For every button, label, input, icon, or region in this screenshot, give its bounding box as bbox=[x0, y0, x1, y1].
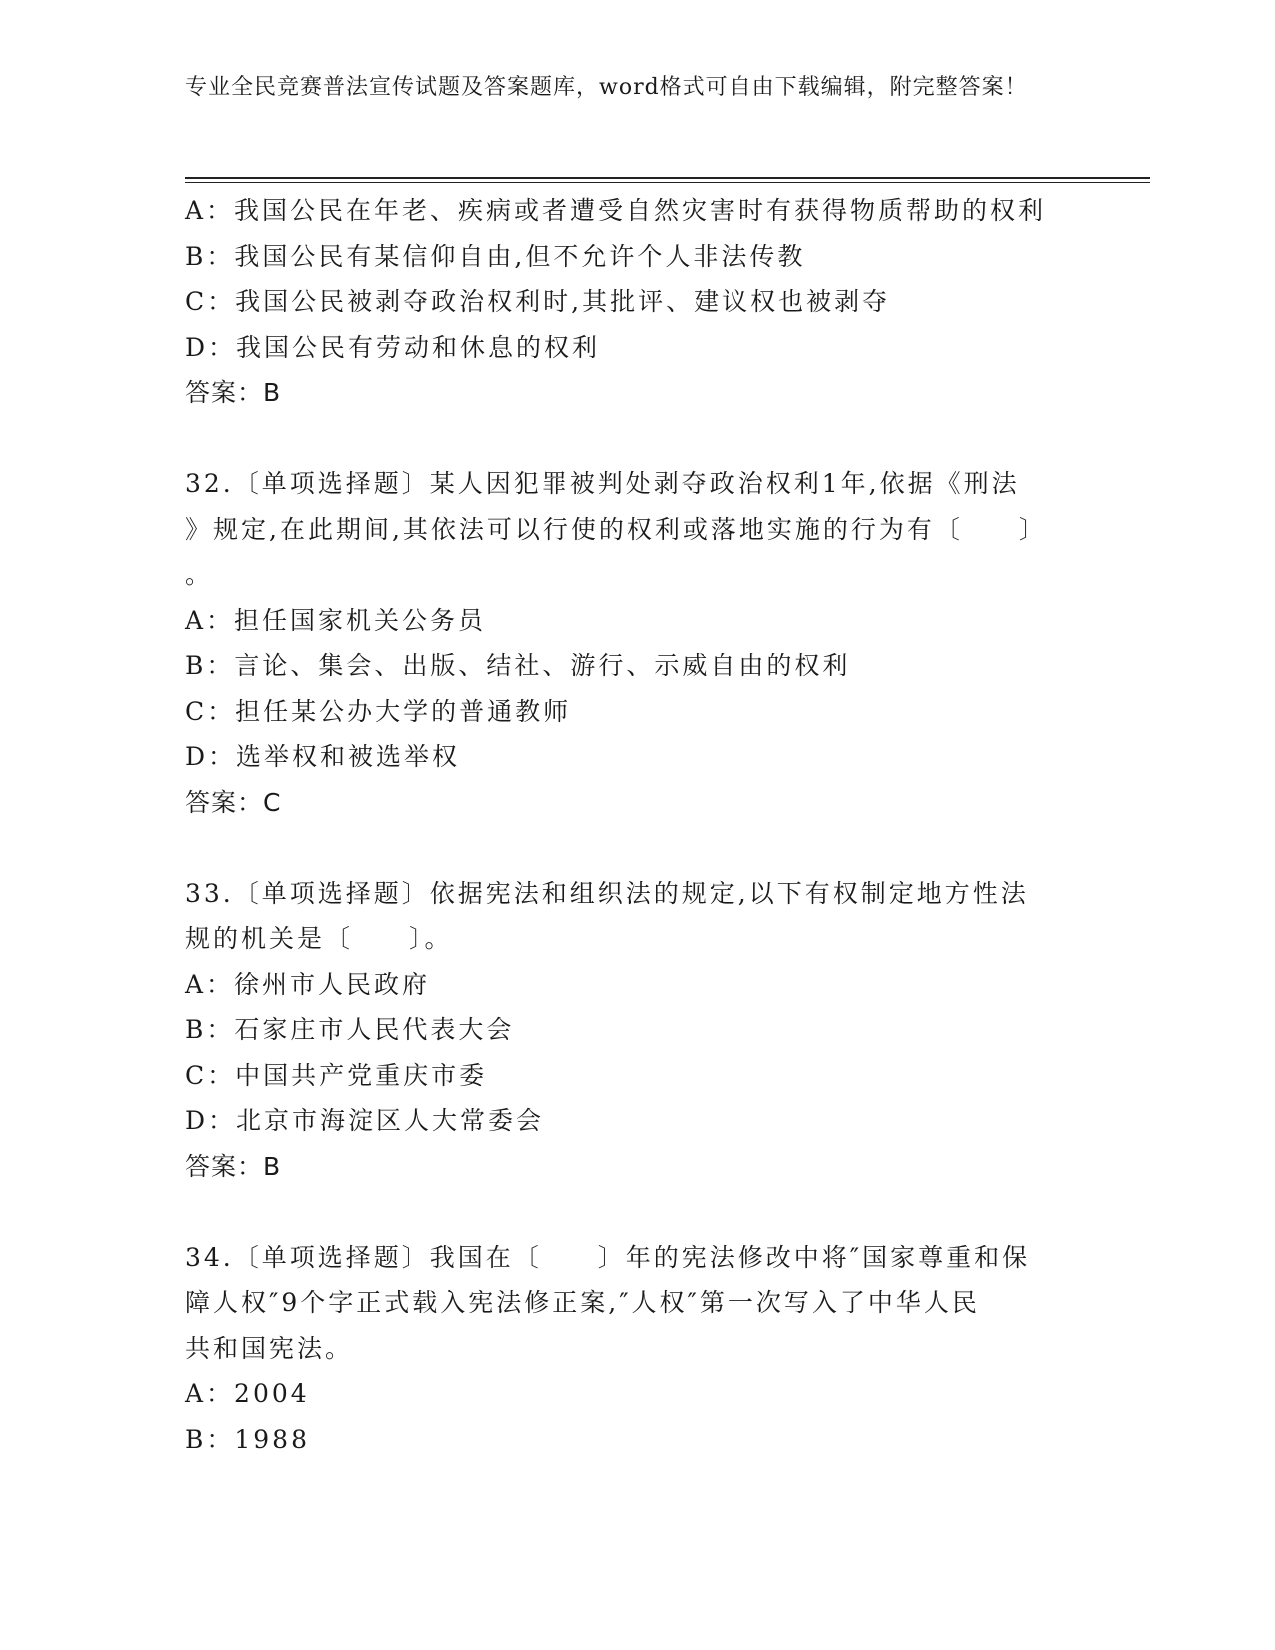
option-d: D：选举权和被选举权 bbox=[185, 742, 461, 771]
option-d: D：我国公民有劳动和休息的权利 bbox=[185, 332, 601, 362]
question-text: 34.〔单项选择题〕我国在〔 〕年的宪法修改中将″国家尊重和保 bbox=[185, 1242, 1031, 1272]
question-text: 32.〔单项选择题〕某人因犯罪被判处剥夺政治权利1年,依据《刑法 bbox=[185, 469, 1020, 498]
option-b: B：我国公民有某信仰自由,但不允许个人非法传教 bbox=[185, 241, 806, 271]
question-33 bbox=[185, 871, 1065, 1190]
option-a: A：我国公民在年老、疾病或者遭受自然灾害时有获得物质帮助的权利 bbox=[185, 196, 1047, 225]
option-c: C：担任某公办大学的普通教师 bbox=[185, 696, 572, 726]
spacer bbox=[185, 1189, 1065, 1235]
option-c: C：中国共产党重庆市委 bbox=[185, 1060, 488, 1090]
question-32 bbox=[185, 461, 1065, 825]
option-c: C：我国公民被剥夺政治权利时,其批评、建议权也被剥夺 bbox=[185, 287, 891, 316]
answer: 答案：C bbox=[185, 787, 282, 817]
question-31 bbox=[185, 188, 1065, 416]
option-a: A：担任国家机关公务员 bbox=[185, 605, 487, 635]
question-text: 障人权″9个字正式载入宪法修正案,″人权″第一次写入了中华人民 bbox=[185, 1288, 980, 1317]
question-text: 》规定,在此期间,其依法可以行使的权利或落地实施的行为有〔 〕 bbox=[185, 514, 1047, 544]
question-text: 规的机关是〔 〕。 bbox=[185, 924, 453, 953]
question-text: 33.〔单项选择题〕依据宪法和组织法的规定,以下有权制定地方性法 bbox=[185, 878, 1029, 908]
option-b: B：1988 bbox=[185, 1424, 310, 1454]
answer: 答案：B bbox=[185, 1151, 282, 1181]
option-b: B：石家庄市人民代表大会 bbox=[185, 1015, 515, 1044]
question-text: 共和国宪法。 bbox=[185, 1333, 354, 1363]
document-header: 专业全民竞赛普法宣传试题及答案题库，word格式可自由下载编辑，附完整答案！ bbox=[185, 75, 1028, 100]
option-d: D：北京市海淀区人大常委会 bbox=[185, 1106, 545, 1135]
header-rule-thin bbox=[185, 182, 1150, 183]
question-34 bbox=[185, 1235, 1065, 1463]
option-a: A：徐州市人民政府 bbox=[185, 969, 431, 999]
header-rule-thick bbox=[185, 177, 1150, 179]
spacer bbox=[185, 825, 1065, 871]
question-content bbox=[185, 188, 1065, 1462]
question-text: 。 bbox=[185, 560, 214, 589]
spacer bbox=[185, 416, 1065, 462]
answer: 答案：B bbox=[185, 378, 282, 407]
option-a: A：2004 bbox=[185, 1379, 310, 1408]
option-b: B：言论、集会、出版、结社、游行、示威自由的权利 bbox=[185, 651, 851, 680]
